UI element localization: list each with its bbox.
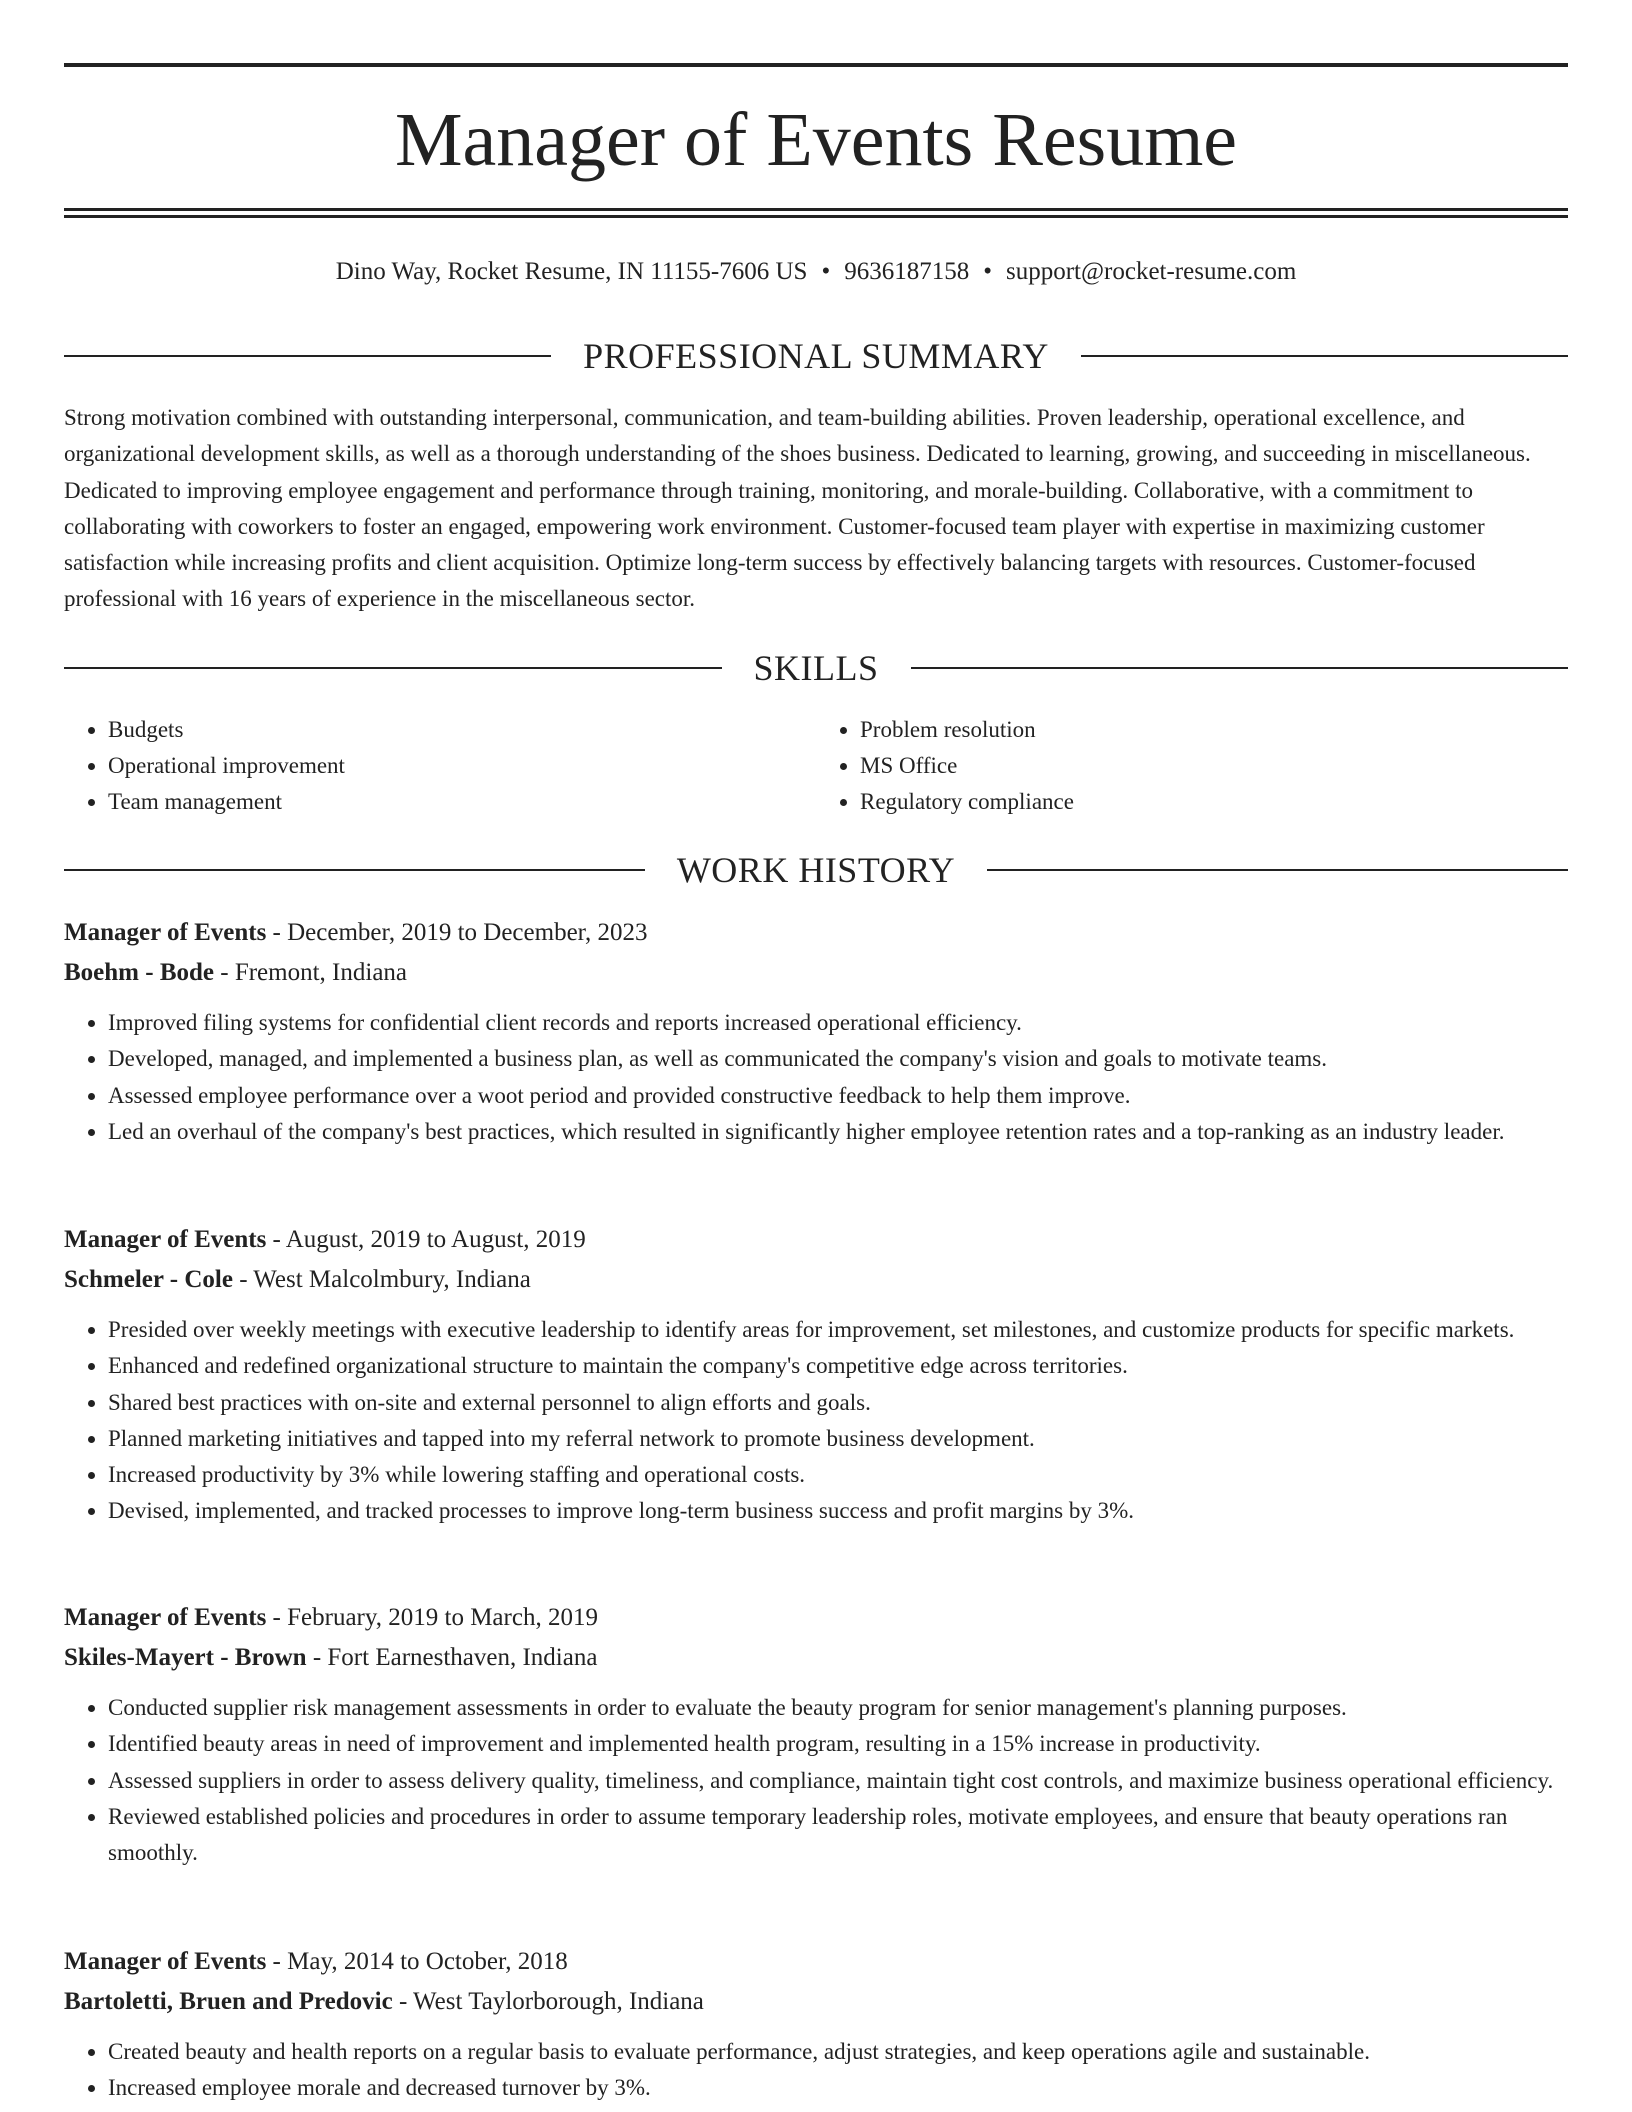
skills-column-left bbox=[64, 712, 816, 820]
skills-heading bbox=[64, 646, 1568, 690]
job-company: Boehm - Bode bbox=[64, 959, 214, 986]
skill-item: • Operational improvement bbox=[108, 748, 816, 784]
skills-list bbox=[64, 712, 1568, 820]
job-entry bbox=[64, 1598, 1568, 1871]
job-bullet: • Devised, implemented, and tracked processes to improve long-term business success and profit margins by 3%. bbox=[108, 1493, 1568, 1529]
job-entry bbox=[64, 1220, 1568, 1530]
skill-item: • Team management bbox=[108, 784, 816, 820]
skills-heading-label: SKILLS bbox=[753, 648, 879, 688]
job-bullet: • Assessed employee performance over a woot period and provided constructive feedback to help them improve. bbox=[108, 1078, 1568, 1114]
job-location: - Fort Earnesthaven, Indiana bbox=[306, 1644, 598, 1671]
job-bullet: • Improved filing systems for confidential client records and reports increased operational efficiency. bbox=[108, 1005, 1568, 1041]
job-dates: - May, 2014 to October, 2018 bbox=[266, 1948, 568, 1975]
summary-text: Strong motivation combined with outstanding interpersonal, communication, and team-building abilities. Proven leadership, operational excellence, and organizational development skills, as well as a thorough understanding of the shoes business. Dedicated to learning, growing, and succeeding in miscellaneous. Dedicated to improving employee engagement and performance through training, monitoring, and morale-building. Collaborative, with a commitment to collaborating with coworkers to foster an engaged, empowering work environment. Customer-focused team player with expertise in maximizing customer satisfaction while increasing profits and client acquisition. Optimize long-term success by effectively balancing targets with resources. Customer-focused professional with 16 years of experience in the miscellaneous sector. bbox=[64, 405, 1531, 612]
job-title-line bbox=[64, 1942, 1568, 1982]
job-company: Schmeler - Cole bbox=[64, 1266, 233, 1293]
heading-rule-left bbox=[64, 667, 722, 669]
job-location: - Fremont, Indiana bbox=[214, 959, 408, 986]
job-entry bbox=[64, 1942, 1568, 2107]
job-bullets bbox=[64, 1005, 1568, 1150]
summary-heading-label: PROFESSIONAL SUMMARY bbox=[583, 336, 1049, 376]
skills-column-right bbox=[816, 712, 1568, 820]
job-dates: - February, 2019 to March, 2019 bbox=[266, 1604, 598, 1631]
skill-item: • Regulatory compliance bbox=[860, 784, 1568, 820]
job-bullet: • Developed, managed, and implemented a business plan, as well as communicated the company's vision and goals to motivate teams. bbox=[108, 1041, 1568, 1077]
job-bullet: • Shared best practices with on-site and external personnel to align efforts and goals. bbox=[108, 1385, 1568, 1421]
heading-rule-right bbox=[1081, 355, 1568, 357]
job-bullet: • Reviewed established policies and procedures in order to assume temporary leadership roles, motivate employees, and ensure that beauty operations ran smoothly. bbox=[108, 1799, 1568, 1872]
job-title-line bbox=[64, 1220, 1568, 1260]
job-bullets bbox=[64, 2034, 1568, 2107]
job-title: Manager of Events bbox=[64, 919, 267, 946]
job-bullets bbox=[64, 1690, 1568, 1871]
job-dates: - August, 2019 to August, 2019 bbox=[266, 1226, 586, 1253]
contact-address: Dino Way, Rocket Resume, IN 11155-7606 US bbox=[335, 258, 808, 285]
heading-rule-left bbox=[64, 355, 551, 357]
job-title-line bbox=[64, 1598, 1568, 1638]
work-history-heading bbox=[64, 848, 1568, 892]
contact-phone: 9636187158 bbox=[844, 258, 970, 285]
skill-item: • Budgets bbox=[108, 712, 816, 748]
contact-separator: • bbox=[983, 258, 992, 285]
heading-rule-right bbox=[987, 869, 1568, 871]
page-title: Manager of Events Resume bbox=[394, 98, 1238, 182]
job-bullet: • Enhanced and redefined organizational structure to maintain the company's competitive edge across territories. bbox=[108, 1348, 1568, 1384]
job-bullet: • Identified beauty areas in need of improvement and implemented health program, resulting in a 15% increase in productivity. bbox=[108, 1726, 1568, 1762]
job-bullet: • Assessed suppliers in order to assess delivery quality, timeliness, and compliance, maintain tight cost controls, and maximize business operational efficiency. bbox=[108, 1763, 1568, 1799]
contact-email: support@rocket-resume.com bbox=[1006, 258, 1297, 285]
job-bullet: • Led an overhaul of the company's best practices, which resulted in significantly higher employee retention rates and a top-ranking as an industry leader. bbox=[108, 1114, 1568, 1150]
job-bullet: • Increased productivity by 3% while lowering staffing and operational costs. bbox=[108, 1457, 1568, 1493]
job-company-line bbox=[64, 1982, 1568, 2022]
job-bullet: • Conducted supplier risk management assessments in order to evaluate the beauty program for senior management's planning purposes. bbox=[108, 1690, 1568, 1726]
job-bullet: • Created beauty and health reports on a regular basis to evaluate performance, adjust strategies, and keep operations agile and sustainable. bbox=[108, 2034, 1568, 2070]
job-location: - West Taylorborough, Indiana bbox=[392, 1988, 704, 2015]
job-entry bbox=[64, 913, 1568, 1150]
heading-rule-right bbox=[911, 667, 1569, 669]
job-company-line bbox=[64, 1260, 1568, 1300]
work-history-heading-label: WORK HISTORY bbox=[676, 850, 956, 890]
job-bullet: • Presided over weekly meetings with executive leadership to identify areas for improvement, set milestones, and customize products for specific markets. bbox=[108, 1312, 1568, 1348]
contact-line bbox=[64, 254, 1568, 290]
job-company: Bartoletti, Bruen and Predovic bbox=[64, 1988, 393, 2015]
skill-item: • Problem resolution bbox=[860, 712, 1568, 748]
job-dates: - December, 2019 to December, 2023 bbox=[266, 919, 648, 946]
job-title: Manager of Events bbox=[64, 1948, 267, 1975]
summary-heading bbox=[64, 334, 1568, 378]
job-title: Manager of Events bbox=[64, 1604, 267, 1631]
contact-separator: • bbox=[821, 258, 831, 285]
skill-item: • MS Office bbox=[860, 748, 1568, 784]
job-title: Manager of Events bbox=[64, 1226, 267, 1253]
job-bullet: • Increased employee morale and decreased turnover by 3%. bbox=[108, 2070, 1568, 2106]
job-bullet: • Planned marketing initiatives and tapped into my referral network to promote business development. bbox=[108, 1421, 1568, 1457]
job-bullets bbox=[64, 1312, 1568, 1530]
title-double-divider bbox=[64, 208, 1568, 218]
job-company: Skiles-Mayert - Brown bbox=[64, 1644, 307, 1671]
job-location: - West Malcolmbury, Indiana bbox=[232, 1266, 531, 1293]
heading-rule-left bbox=[64, 869, 645, 871]
job-company-line bbox=[64, 1638, 1568, 1678]
job-title-line bbox=[64, 913, 1568, 953]
job-company-line bbox=[64, 953, 1568, 993]
top-divider bbox=[64, 63, 1568, 67]
